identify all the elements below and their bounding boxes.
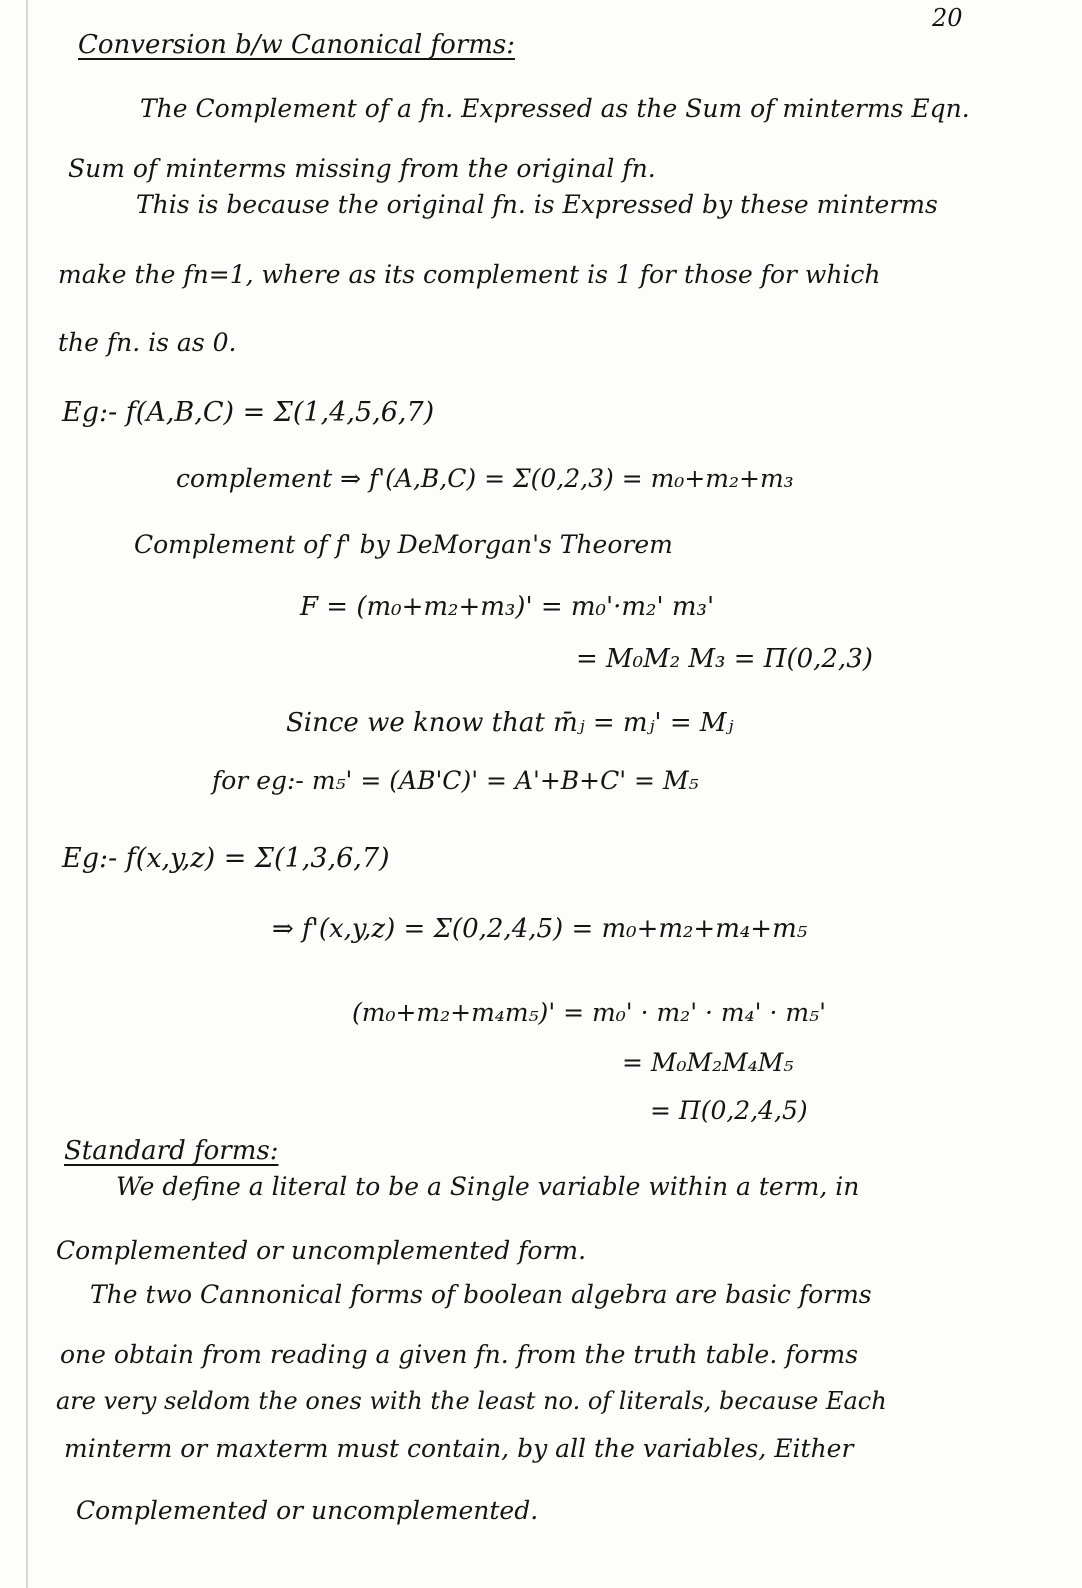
example1-step1: F = (m₀+m₂+m₃)' = m₀'·m₂' m₃' <box>300 592 715 622</box>
example1-for-eg: for eg:- m₅' = (AB'C)' = A'+B+C' = M₅ <box>212 766 699 795</box>
paragraph-line: The Complement of a fn. Expressed as the Sum of minterms Eqn. <box>140 94 970 123</box>
section-heading-standard: Standard forms: <box>64 1136 279 1166</box>
example1-step2: = M₀M₂ M₃ = Π(0,2,3) <box>576 644 873 674</box>
example2-step1: (m₀+m₂+m₄m₅)' = m₀' · m₂' · m₄' · m₅' <box>352 998 826 1027</box>
paragraph-line: are very seldom the ones with the least no. of literals, because Each <box>56 1387 887 1415</box>
paragraph-line: This is because the original fn. is Expressed by these minterms <box>136 190 938 219</box>
margin-line <box>26 0 28 1588</box>
example2-function: Eg:- f(x,y,z) = Σ(1,3,6,7) <box>62 843 390 874</box>
example1-demorgan: Complement of f' by DeMorgan's Theorem <box>134 530 673 559</box>
paragraph-line: Complemented or uncomplemented form. <box>56 1236 587 1265</box>
paragraph-line: Complemented or uncomplemented. <box>76 1496 539 1525</box>
page-number: 20 <box>932 4 963 32</box>
example2-complement: ⇒ f'(x,y,z) = Σ(0,2,4,5) = m₀+m₂+m₄+m₅ <box>272 914 808 944</box>
example2-step3: = Π(0,2,4,5) <box>650 1096 808 1125</box>
example2-step2: = M₀M₂M₄M₅ <box>622 1048 794 1077</box>
paragraph-line: We define a literal to be a Single variable within a term, in <box>116 1172 860 1201</box>
paragraph-line: Sum of minterms missing from the original fn. <box>68 154 656 183</box>
example1-function: Eg:- f(A,B,C) = Σ(1,4,5,6,7) <box>62 397 435 428</box>
paragraph-line: make the fn=1, where as its complement is 1 for those for which <box>58 260 881 289</box>
paragraph-line: the fn. is as 0. <box>58 328 237 357</box>
example1-complement: complement ⇒ f'(A,B,C) = Σ(0,2,3) = m₀+m₂+m₃ <box>176 464 794 493</box>
paragraph-line: minterm or maxterm must contain, by all the variables, Either <box>64 1434 854 1463</box>
example1-since: Since we know that m̄ⱼ = mⱼ' = Mⱼ <box>286 708 734 738</box>
section-heading-conversion: Conversion b/w Canonical forms: <box>78 30 515 60</box>
paragraph-line: one obtain from reading a given fn. from the truth table. forms <box>60 1340 859 1369</box>
paragraph-line: The two Cannonical forms of boolean algebra are basic forms <box>90 1280 872 1309</box>
